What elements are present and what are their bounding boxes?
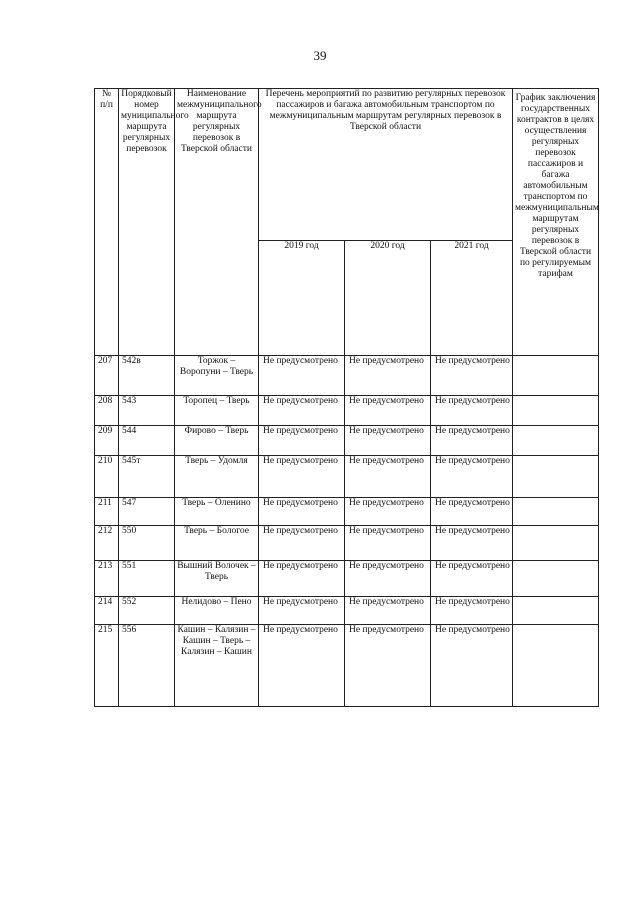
- table-row: [95, 426, 599, 456]
- cell-2019: Не предусмотрено: [259, 526, 345, 561]
- cell-2021: Не предусмотрено: [431, 456, 513, 498]
- table-row: [95, 625, 599, 707]
- cell-num: 207: [95, 356, 119, 396]
- cell-schedule: [513, 396, 599, 426]
- cell-num: 212: [95, 526, 119, 561]
- cell-route-number: 545т: [119, 456, 175, 498]
- cell-2020: Не предусмотрено: [345, 625, 431, 707]
- cell-2021: Не предусмотрено: [431, 356, 513, 396]
- cell-2019: Не предусмотрено: [259, 426, 345, 456]
- cell-route-name: Вышний Волочек – Тверь: [175, 561, 259, 597]
- cell-2021: Не предусмотрено: [431, 498, 513, 526]
- header-year-2021: 2021 год: [431, 241, 513, 356]
- page-number: 39: [313, 48, 327, 63]
- cell-route-name: Тверь – Оленино: [175, 498, 259, 526]
- cell-route-number: 556: [119, 625, 175, 707]
- cell-2021: Не предусмотрено: [431, 426, 513, 456]
- cell-route-number: 543: [119, 396, 175, 426]
- cell-2020: Не предусмотрено: [345, 356, 431, 396]
- cell-route-name: Торжок – Воропуни – Тверь: [175, 356, 259, 396]
- cell-route-number: 550: [119, 526, 175, 561]
- cell-schedule: [513, 426, 599, 456]
- cell-route-name: Торопец – Тверь: [175, 396, 259, 426]
- cell-num: 211: [95, 498, 119, 526]
- cell-route-number: 551: [119, 561, 175, 597]
- header-route-order: Порядковый номер муниципального маршрута регулярных перевозок: [119, 89, 175, 356]
- table-row: [95, 597, 599, 625]
- table-row: [95, 526, 599, 561]
- cell-schedule: [513, 561, 599, 597]
- table-row: [95, 561, 599, 597]
- cell-schedule: [513, 526, 599, 561]
- cell-2021: Не предусмотрено: [431, 597, 513, 625]
- header-num: № п/п: [95, 89, 119, 356]
- cell-2020: Не предусмотрено: [345, 498, 431, 526]
- cell-2021: Не предусмотрено: [431, 625, 513, 707]
- cell-schedule: [513, 625, 599, 707]
- cell-num: 213: [95, 561, 119, 597]
- cell-2021: Не предусмотрено: [431, 396, 513, 426]
- cell-schedule: [513, 356, 599, 396]
- cell-2019: Не предусмотрено: [259, 498, 345, 526]
- table-body: [95, 356, 599, 707]
- cell-num: 215: [95, 625, 119, 707]
- cell-route-name: Нелидово – Пено: [175, 597, 259, 625]
- cell-2020: Не предусмотрено: [345, 597, 431, 625]
- cell-2021: Не предусмотрено: [431, 526, 513, 561]
- table-row: [95, 498, 599, 526]
- cell-2019: Не предусмотрено: [259, 356, 345, 396]
- cell-2019: Не предусмотрено: [259, 396, 345, 426]
- cell-route-name: Кашин – Калязин – Кашин – Тверь – Калязин – Кашин: [175, 625, 259, 707]
- table-row: [95, 456, 599, 498]
- table-row: [95, 356, 599, 396]
- cell-2020: Не предусмотрено: [345, 426, 431, 456]
- cell-2020: Не предусмотрено: [345, 561, 431, 597]
- cell-num: 210: [95, 456, 119, 498]
- cell-schedule: [513, 498, 599, 526]
- cell-2019: Не предусмотрено: [259, 597, 345, 625]
- header-year-2020: 2020 год: [345, 241, 431, 356]
- cell-num: 208: [95, 396, 119, 426]
- cell-2020: Не предусмотрено: [345, 456, 431, 498]
- cell-2019: Не предусмотрено: [259, 625, 345, 707]
- cell-2019: Не предусмотрено: [259, 561, 345, 597]
- cell-2019: Не предусмотрено: [259, 456, 345, 498]
- cell-route-number: 552: [119, 597, 175, 625]
- header-schedule: График заключения государственных контрактов в целях осуществления регулярных перевозок пассажиров и багажа автомобильным транспортом по межмуниципальным маршрутам регулярных перевозок в Тверской области по регулируемым тарифам: [513, 89, 599, 356]
- routes-table: [94, 88, 599, 707]
- cell-route-number: 544: [119, 426, 175, 456]
- cell-route-name: Тверь – Бологое: [175, 526, 259, 561]
- cell-route-name: Фирово – Тверь: [175, 426, 259, 456]
- cell-schedule: [513, 597, 599, 625]
- cell-route-number: 542в: [119, 356, 175, 396]
- header-route-name: Наименование межмуниципального маршрута регулярных перевозок в Тверской области: [175, 89, 259, 356]
- header-measures: Перечень мероприятий по развитию регулярных перевозок пассажиров и багажа автомобильным транспортом по межмуниципальным маршрутам регулярных перевозок в Тверской области: [259, 89, 513, 241]
- cell-schedule: [513, 456, 599, 498]
- cell-route-number: 547: [119, 498, 175, 526]
- cell-2020: Не предусмотрено: [345, 396, 431, 426]
- table-row: [95, 396, 599, 426]
- header-year-2019: 2019 год: [259, 241, 345, 356]
- cell-2020: Не предусмотрено: [345, 526, 431, 561]
- cell-num: 209: [95, 426, 119, 456]
- cell-num: 214: [95, 597, 119, 625]
- cell-2021: Не предусмотрено: [431, 561, 513, 597]
- cell-route-name: Тверь – Удомля: [175, 456, 259, 498]
